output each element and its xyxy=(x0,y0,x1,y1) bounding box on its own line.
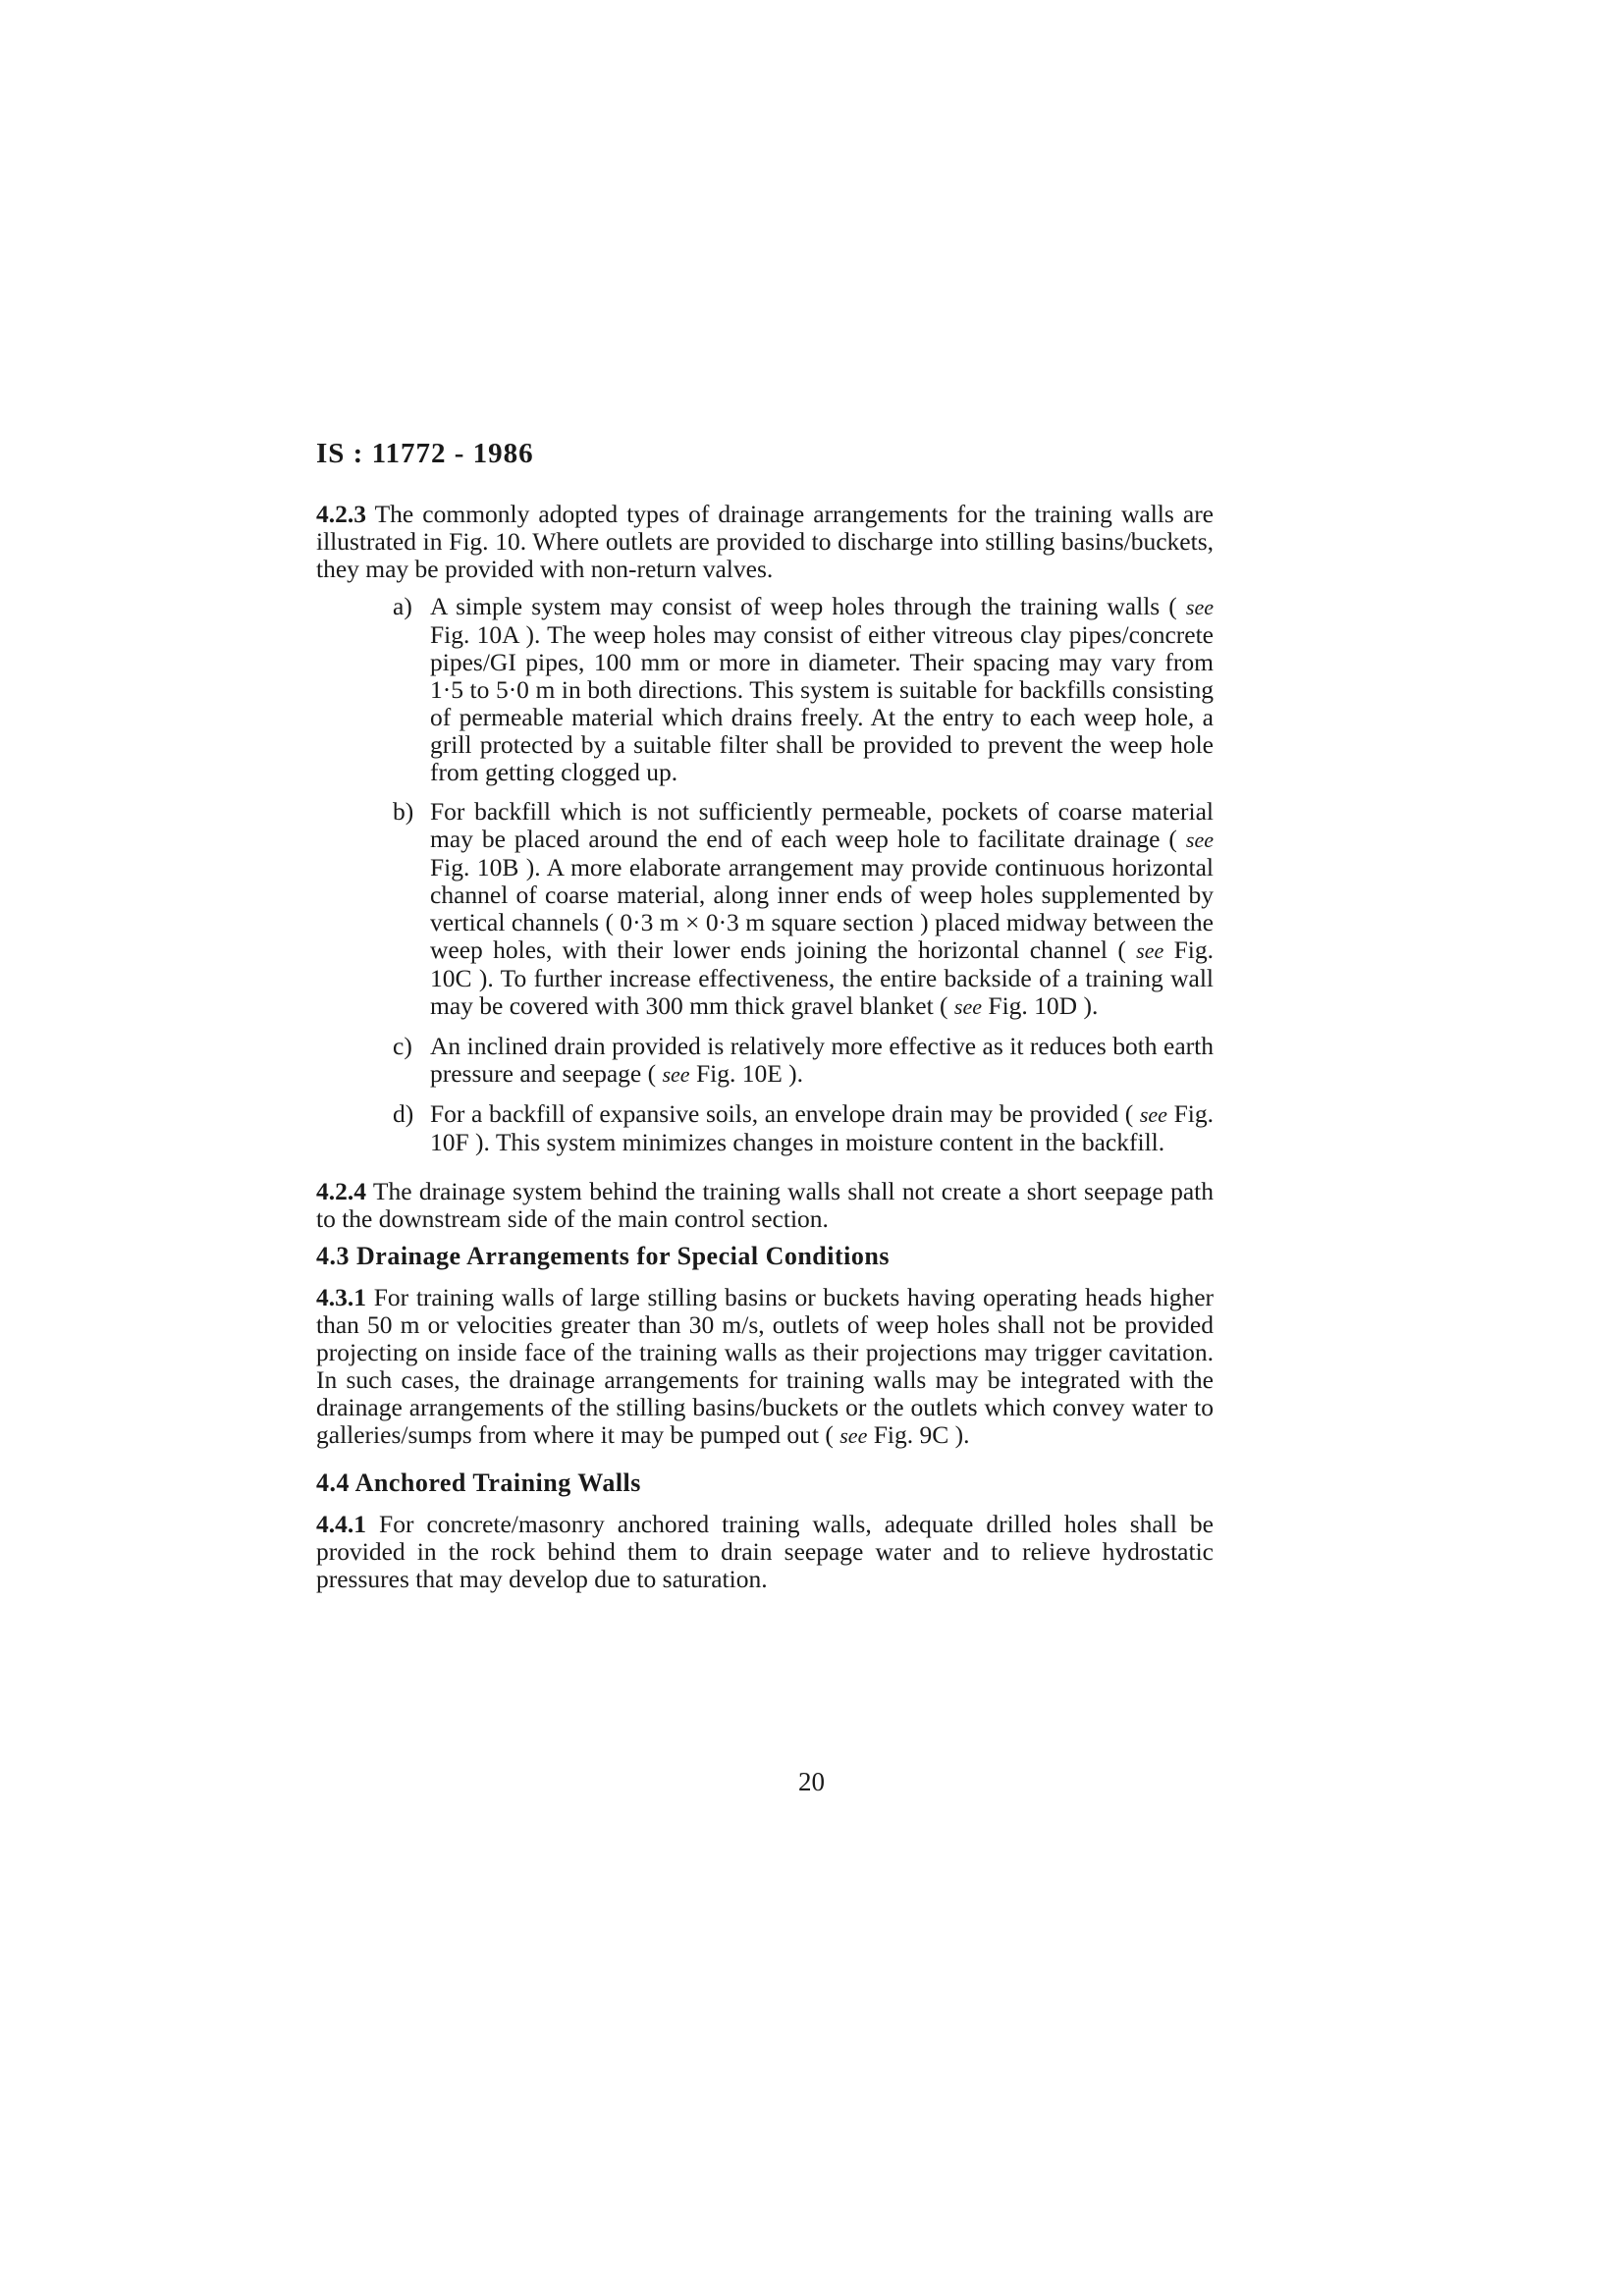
clause-4-3-1 xyxy=(316,1284,1214,1450)
section-title: Anchored Training Walls xyxy=(354,1468,641,1497)
clause-4-2-4 xyxy=(316,1178,1214,1233)
drainage-types-list xyxy=(316,593,1214,1156)
section-title: Drainage Arrangements for Special Conditions xyxy=(356,1242,890,1270)
page-number: 20 xyxy=(798,1767,825,1796)
see-reference: see xyxy=(953,994,983,1019)
clause-text-cont: Fig. 9C ). xyxy=(867,1420,970,1449)
clause-text: The commonly adopted types of drainage arrangements for the training walls are illustrated in Fig. 10. Where outlets are provided to discharge into stilling basins/buckets, they may be provided with non-return valves. xyxy=(316,500,1215,583)
section-number: 4.4 xyxy=(316,1468,350,1497)
see-reference: see xyxy=(1185,595,1214,619)
clause-4-4-1 xyxy=(316,1511,1214,1593)
list-item-text: For backfill which is not sufficiently permeable, pockets of coarse material may be placed around the end of each weep hole to facilitate drainage ( xyxy=(430,797,1214,853)
clause-text: For concrete/masonry anchored training walls, adequate drilled holes shall be provided in the rock behind them to drain seepage water and to relieve hydrostatic pressures that may develop due to saturation. xyxy=(316,1510,1214,1593)
list-marker: a) xyxy=(393,592,412,620)
section-heading-4-3 xyxy=(316,1243,1214,1270)
list-item-c xyxy=(316,1033,1214,1089)
see-reference: see xyxy=(1139,1102,1167,1127)
list-item-text-cont: Fig. 10E ). xyxy=(689,1059,804,1088)
list-item-text-cont: Fig. 10D ). xyxy=(982,991,1099,1020)
clause-4-2-3 xyxy=(316,501,1214,583)
clause-number: 4.4.1 xyxy=(316,1510,366,1538)
list-item-b xyxy=(316,798,1214,1021)
list-item-text-cont: Fig. 10F ). This system minimizes changes in moisture content in the backfill. xyxy=(430,1099,1214,1156)
list-item-text: For a backfill of expansive soils, an envelope drain may be provided ( xyxy=(430,1099,1140,1128)
list-marker: c) xyxy=(393,1032,412,1060)
list-item-text: A simple system may consist of weep holes through the training walls ( xyxy=(430,592,1186,620)
clause-number: 4.2.3 xyxy=(316,500,366,528)
standard-number-header: IS : 11772 - 1986 xyxy=(316,438,534,469)
see-reference: see xyxy=(662,1062,690,1087)
clause-text: The drainage system behind the training walls shall not create a short seepage path to the downstream side of the main control section. xyxy=(316,1177,1215,1233)
page-body xyxy=(316,501,1214,1603)
list-item-a xyxy=(316,593,1214,786)
clause-number: 4.2.4 xyxy=(316,1177,366,1205)
list-marker: b) xyxy=(393,797,414,826)
see-reference: see xyxy=(839,1423,868,1448)
list-item-text-cont: Fig. 10C ). To further increase effectiveness, the entire backside of a training wall may be covered with 300 mm thick gravel blanket ( xyxy=(430,935,1214,1020)
see-reference: see xyxy=(1136,938,1164,963)
see-reference: see xyxy=(1185,828,1214,852)
clause-number: 4.3.1 xyxy=(316,1283,366,1311)
section-number: 4.3 xyxy=(316,1242,350,1270)
list-marker: d) xyxy=(393,1099,414,1128)
list-item-d xyxy=(316,1100,1214,1156)
list-item-text-cont: Fig. 10B ). A more elaborate arrangement may provide continuous horizontal channel of coarse material, along inner ends of weep holes supplemented by vertical channels ( 0·3 m × 0·3 m square section ) placed midway between the weep holes, with their lower ends joining the horizontal channel ( xyxy=(430,853,1214,964)
section-heading-4-4 xyxy=(316,1469,1214,1497)
list-item-text-cont: Fig. 10A ). The weep holes may consist of either vitreous clay pipes/concrete pipes/GI pipes, 100 mm or more in diameter. Their spacing may vary from 1·5 to 5·0 m in both directions. This system is suitable for backfills consisting of permeable material which drains freely. At the entry to each weep hole, a grill protected by a suitable filter shall be provided to prevent the weep hole from getting clogged up. xyxy=(430,620,1214,786)
clause-text: For training walls of large stilling basins or buckets having operating heads higher than 50 m or velocities greater than 30 m/s, outlets of weep holes shall not be provided projecting on inside face of the training walls as their projections may trigger cavitation. In such cases, the drainage arrangements for training walls may be integrated with the drainage arrangements of the stilling basins/buckets or the outlets which convey water to galleries/sumps from where it may be pumped out ( xyxy=(316,1283,1214,1449)
list-item-text: An inclined drain provided is relatively more effective as it reduces both earth pressure and seepage ( xyxy=(430,1032,1214,1088)
